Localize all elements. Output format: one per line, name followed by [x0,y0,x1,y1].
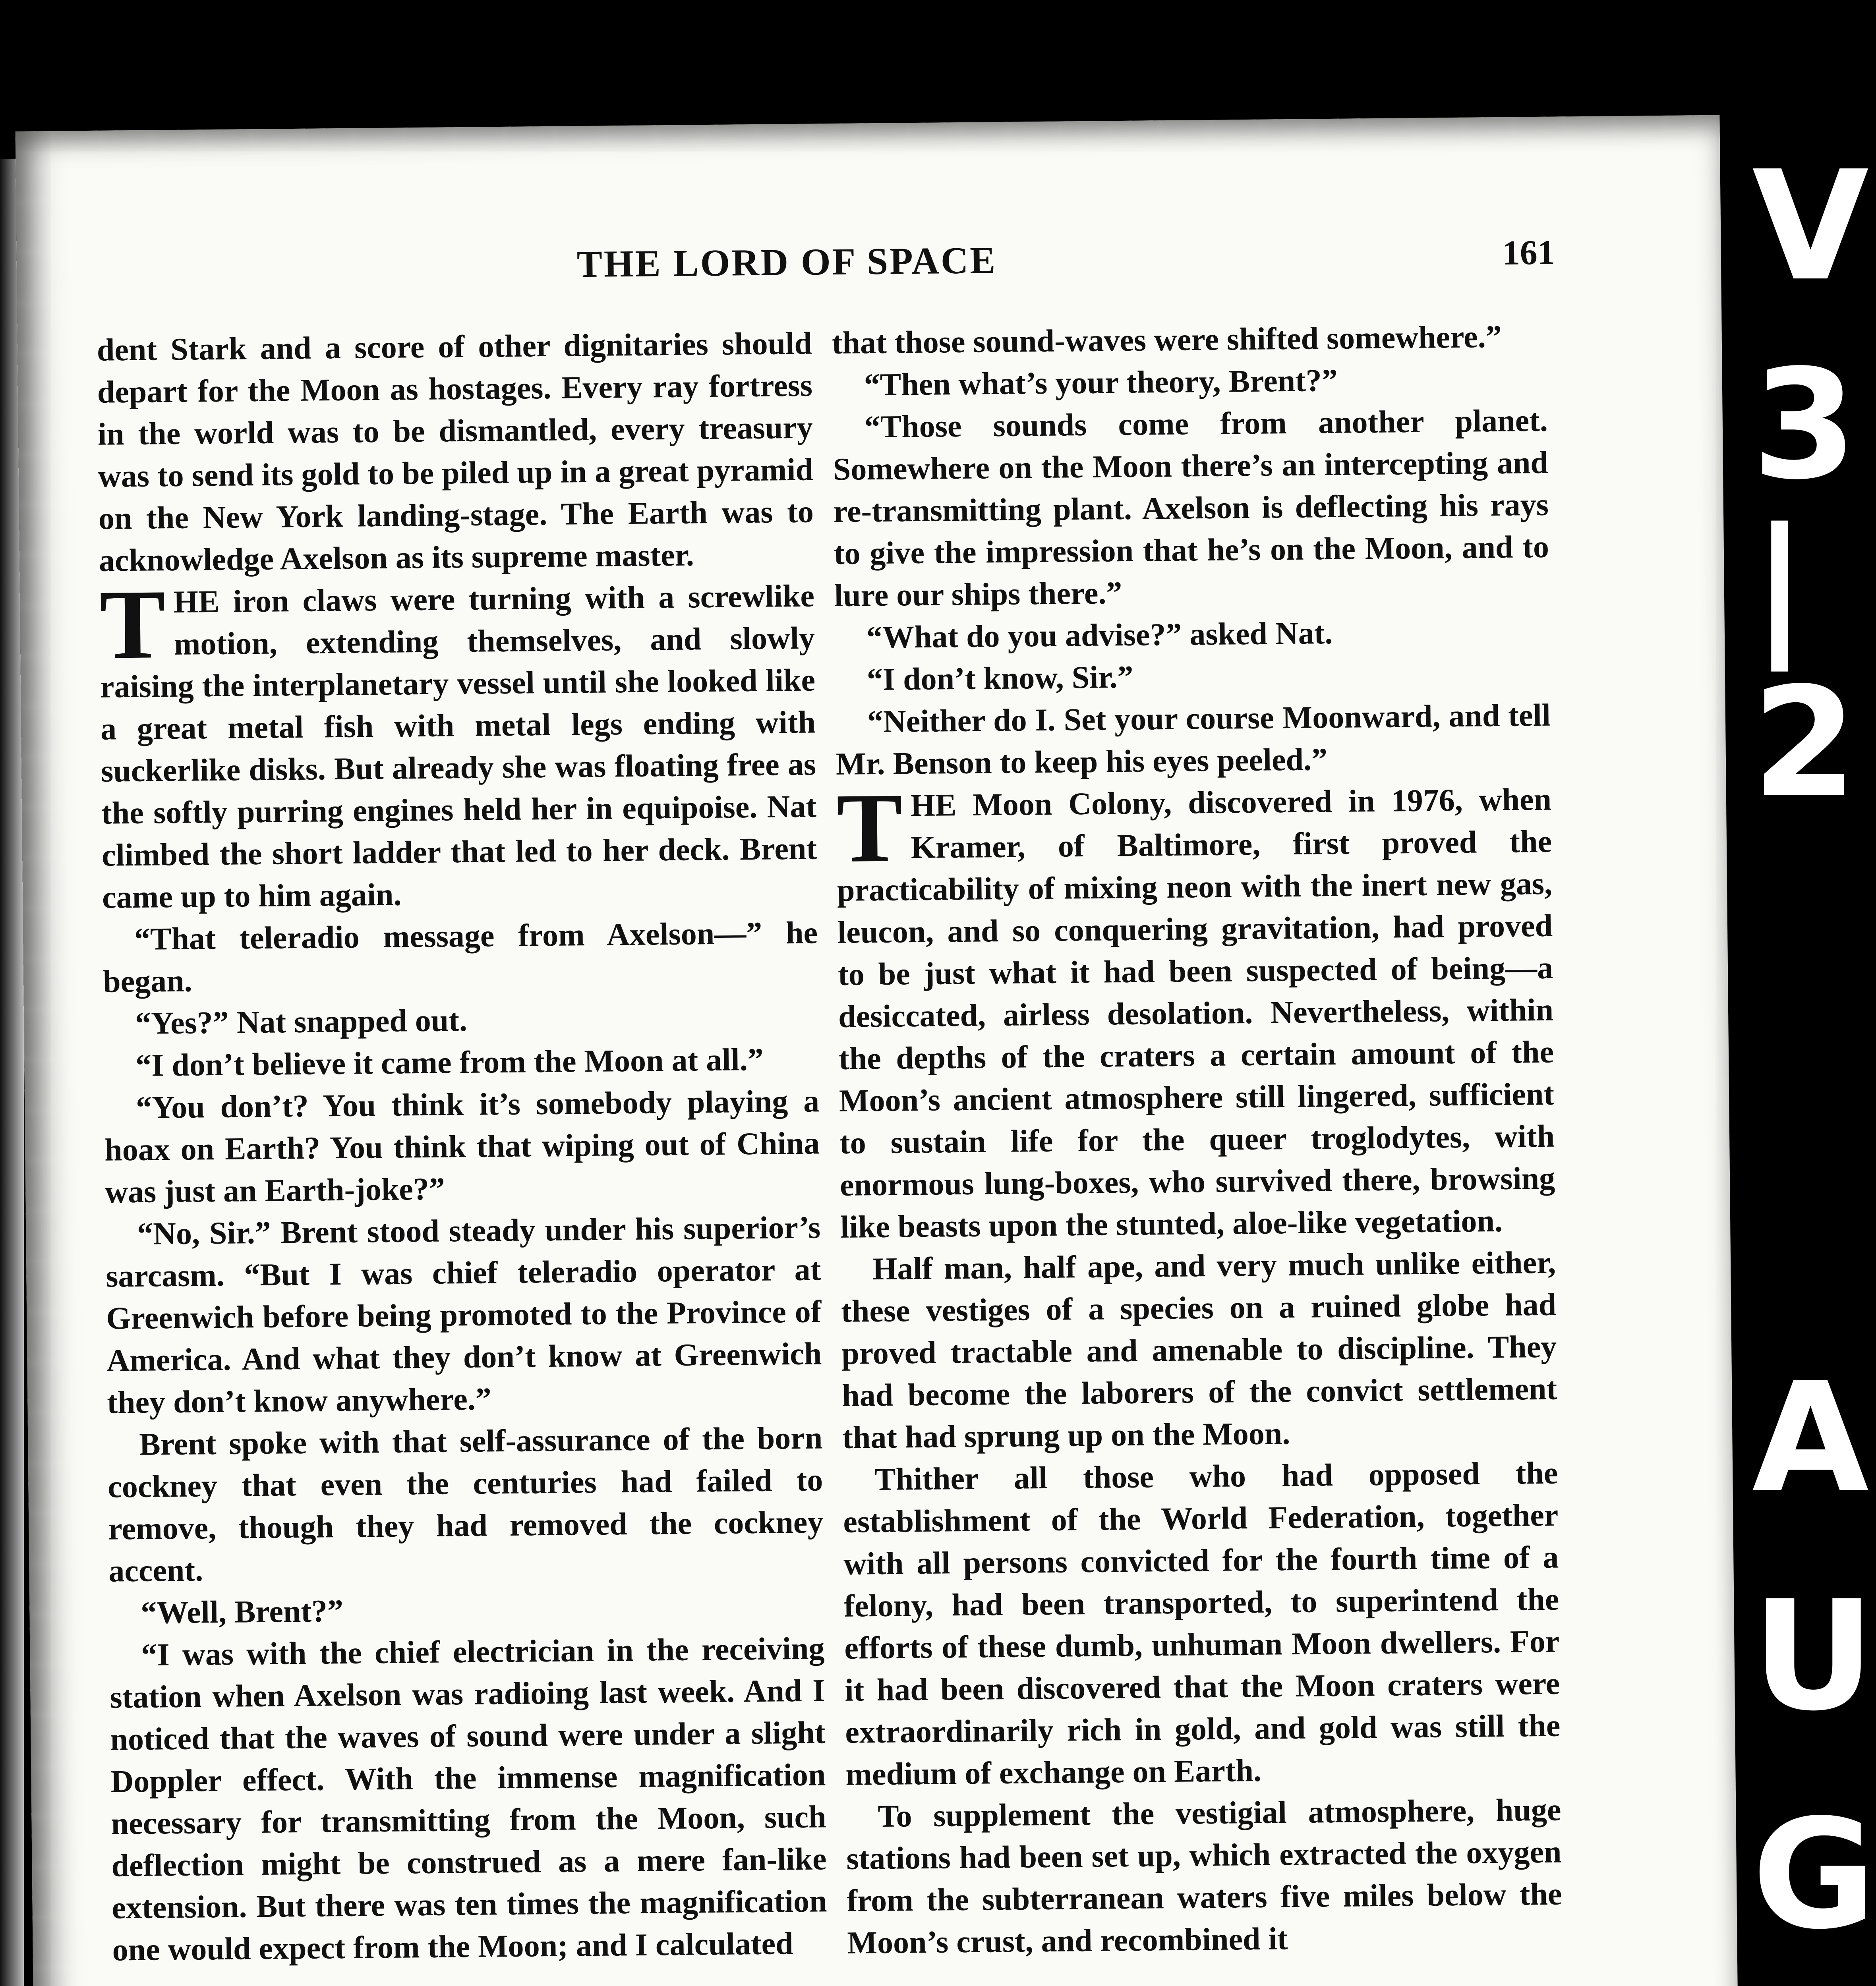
paragraph: dent Stark and a score of other dignitaries should depart for the Moon as hostages. Every ray fortress in the world was to be dismantled, every treasury was to send its gold to be piled up in a great pyramid on the New York landing-stage. The Earth was to acknowledge Axelson as its supreme master. [97,326,814,578]
banner-char: 2 [1752,655,1857,831]
paragraph: “Those sounds come from another planet. Somewhere on the Moon there’s an intercepting and re-transmitting plant. Axelson is deflecting his rays to give the impression that he’s on the Moon, and to lure our ships there.” [833,403,1549,614]
running-head [16,231,1721,291]
paragraph: “Yes?” Nat snapped out. [135,1003,468,1041]
drop-cap: T [99,569,166,680]
paragraph: “Then what’s your theory, Brent?” [864,363,1338,403]
right-column [832,315,1563,1964]
paragraph: “I was with the chief electrician in the receiving station when Axelson was radioing last week. And I noticed that the waves of sound were under a slight Doppler effect. With the immense magnification necessary for transmitting from the Moon, such deflection might be construed as a mere fan-like extension. But there was ten times the magnification one would expect from the Moon; and I calculated [110,1631,827,1968]
running-title: THE LORD OF SPACE [576,239,997,286]
magazine-page [15,115,1745,1986]
paragraph: Brent spoke with that self-assurance of the born cockney that even the centuries had failed to remove, though they had removed the cockney accent. [107,1420,824,1589]
banner-char: V [1752,138,1869,314]
section-paragraph [99,569,818,918]
banner-char: G [1752,1787,1876,1963]
paragraph: “What do you advise?” asked Nat. [866,615,1333,655]
section-paragraph [836,773,1556,1248]
banner-char: | [1752,496,1807,672]
paragraph: “I don’t know, Sir.” [866,659,1133,697]
banner-char: U [1752,1568,1875,1744]
side-banner [1744,138,1876,1986]
paragraph-text: HE Moon Colony, discovered in 1976, when Kramer, of Baltimore, first proved the practicability of mixing neon with the inert new gas, leucon, and so conquering gravitation, had proved to be just what it had been suspected of being—a desiccated, airless desolation. Nevertheless, within the depths of the craters a certain amount of the Moon’s ancient atmosphere still lingered, sufficient to sustain life for the queer troglodytes, with enormous lung-boxes, who survived there, browsing like beasts upon the stunted, aloe-like vegetation. [837,782,1555,1245]
left-column [97,323,828,1971]
paragraph: that those sound-waves were shifted somewhere.” [832,319,1502,361]
paragraph: “Well, Brent?” [141,1593,344,1631]
paragraph: To supplement the vestigial atmosphere, huge stations had been set up, which extracted the oxygen from the subterranean waters five miles below the Moon’s crust, and recombined it [846,1792,1562,1961]
drop-cap: T [836,773,903,883]
paragraph: “That teleradio message from Axelson—” he began. [103,915,818,999]
paragraph: “You don’t? You think it’s somebody playing a hoax on Earth? You think that wiping out of China was just an Earth-joke?” [104,1084,820,1210]
page-number: 161 [1502,233,1555,272]
paragraph: “Neither do I. Set your course Moonward, and tell Mr. Benson to keep his eyes peeled.” [835,697,1551,782]
banner-char: 3 [1752,337,1857,513]
paragraph: “No, Sir.” Brent stood steady under his superior’s sarcasm. “But I was chief teleradio operator at Greenwich before being promoted to the Province of America. And what they don’t know at Greenwich they don’t know anywhere.” [105,1210,822,1420]
paragraph-text: HE iron claws were turning with a screwlike motion, extending themselves, and slowly raising the interplanetary vessel until she looked like a great metal fish with metal legs ending with suckerlike disks. But already she was floating free as the softly purring engines held her in equipoise. Nat climbed the short ladder that led to her deck. Brent came up to him again. [100,578,817,915]
paragraph: “I don’t believe it came from the Moon at all.” [135,1042,764,1083]
banner-char: A [1752,1350,1869,1526]
paragraph: Thither all those who had opposed the establishment of the World Federation, together with all persons convicted for the fourth time of a felony, had been transported, to superintend the efforts of these dumb, unhuman Moon dwellers. For it had been discovered that the Moon craters were extraordinarily rich in gold, and gold was still the medium of exchange on Earth. [843,1455,1561,1792]
paragraph: Half man, half ape, and very much unlike either, these vestiges of a species on a ruined globe had proved tractable and amenable to discipline. They had become the laborers of the convict settlement that had sprung up on the Moon. [841,1245,1557,1455]
